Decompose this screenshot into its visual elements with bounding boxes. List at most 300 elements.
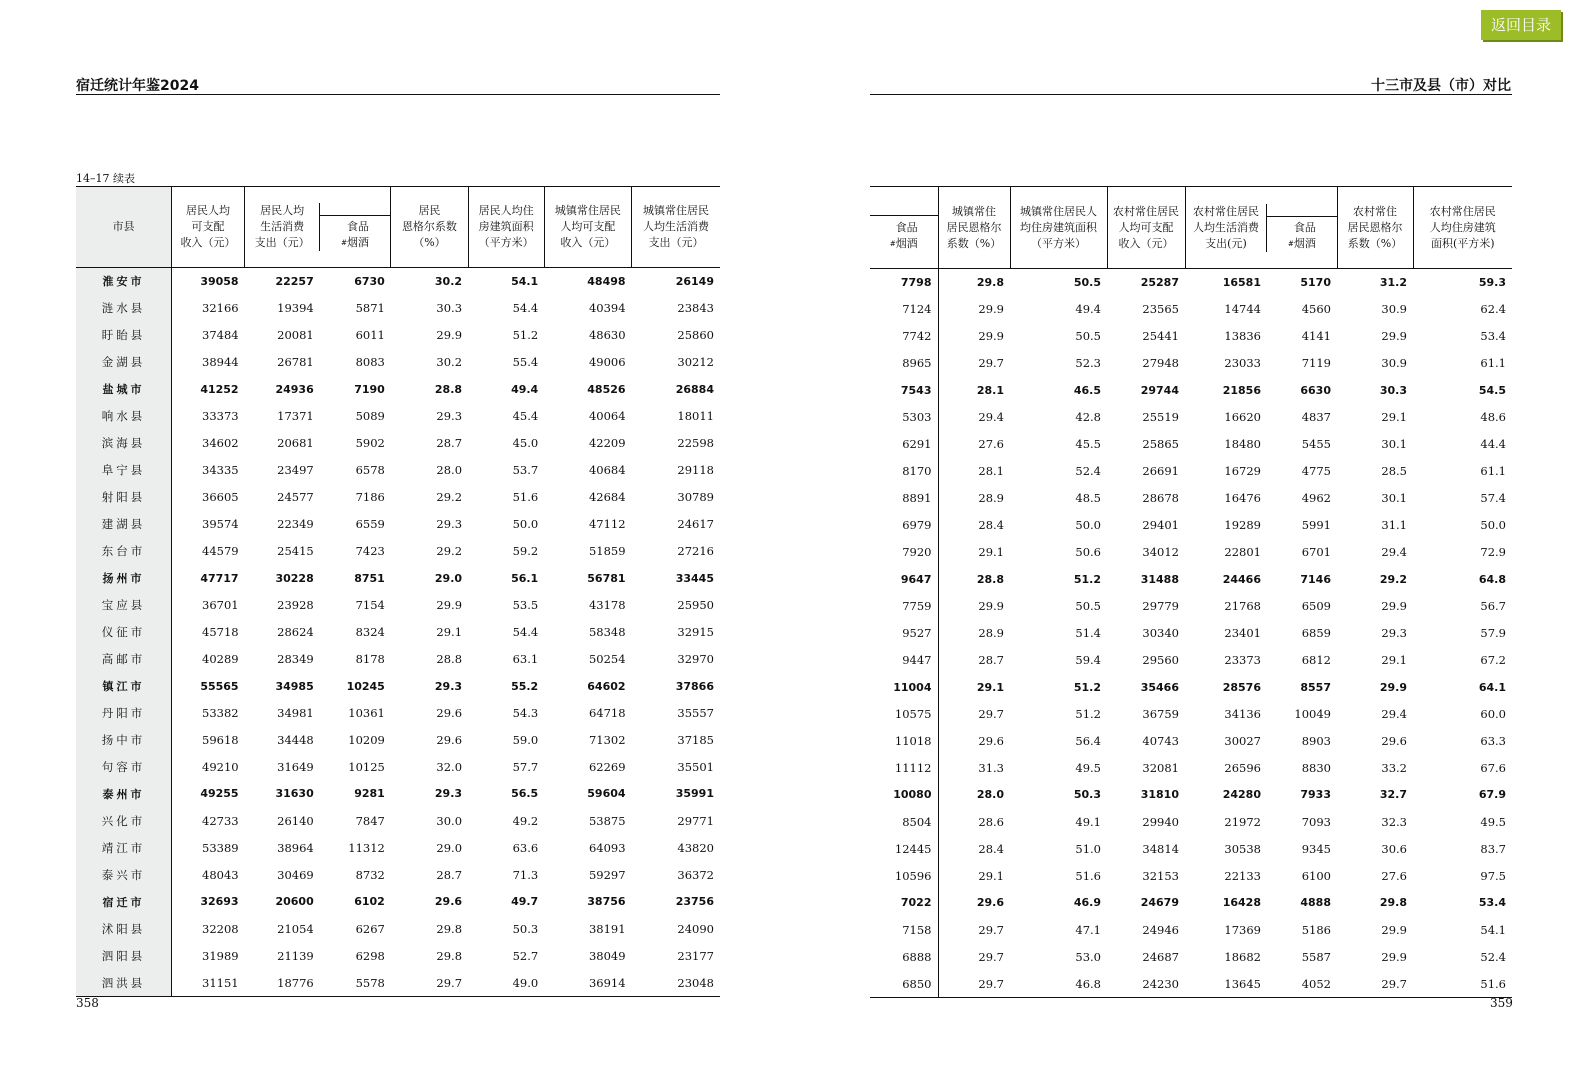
- table-cell: 63.6: [512, 840, 539, 855]
- table-row: [870, 647, 1512, 674]
- table-cell: 34448: [277, 732, 314, 747]
- table-cell: 29779: [1142, 599, 1179, 614]
- table-cell: 53.5: [512, 598, 539, 613]
- table-row: [76, 295, 720, 322]
- table-cell: 29.1: [1381, 410, 1407, 425]
- table-cell: 30.9: [1381, 302, 1407, 317]
- region-name: 建湖县: [76, 511, 171, 538]
- header-rural-consumption: [1185, 187, 1337, 269]
- table-row: [870, 431, 1512, 458]
- table-row: [76, 915, 720, 942]
- table-cell: 16581: [1222, 275, 1261, 289]
- table-cell: 32693: [200, 895, 239, 909]
- table-cell: 18776: [277, 975, 314, 990]
- yearbook-title: 宿迁统计年鉴2024: [76, 78, 199, 94]
- table-cell: 28.8: [436, 652, 463, 667]
- table-row: [76, 753, 720, 780]
- table-cell: 67.2: [1480, 653, 1506, 668]
- table-cell: 7798: [870, 269, 938, 296]
- table-cell: 29.7: [978, 976, 1004, 991]
- table-cell: 49.7: [511, 895, 539, 909]
- table-cell: 6888: [870, 943, 938, 970]
- table-cell: 49.0: [512, 975, 539, 990]
- table-cell: 32.3: [1381, 814, 1407, 829]
- table-cell: 7146: [1300, 572, 1331, 586]
- table-cell: 50.6: [1075, 545, 1101, 560]
- table-cell: 5303: [870, 404, 938, 431]
- table-cell: 51.2: [1073, 680, 1101, 694]
- table-cell: 49.5: [1480, 814, 1506, 829]
- region-name: 宝应县: [76, 592, 171, 619]
- table-cell: 8083: [355, 355, 385, 370]
- table-cell: 7119: [1301, 356, 1331, 371]
- table-cell: 6102: [354, 895, 385, 909]
- table-cell: 32153: [1142, 868, 1179, 883]
- header-urban-housing: 城镇常住居民人 均住房建筑面积 （平方米）: [1010, 187, 1107, 269]
- table-cell: 13836: [1224, 329, 1261, 344]
- table-cell: 8891: [870, 485, 938, 512]
- table-cell: 22133: [1224, 868, 1261, 883]
- table-cell: 55.2: [511, 679, 539, 693]
- table-cell: 14744: [1224, 302, 1261, 317]
- table-cell: 7093: [1301, 814, 1331, 829]
- table-cell: 52.7: [512, 948, 539, 963]
- table-cell: 50.5: [1073, 275, 1101, 289]
- table-cell: 21972: [1224, 814, 1261, 829]
- table-cell: 29.9: [978, 329, 1004, 344]
- table-cell: 28.7: [978, 653, 1004, 668]
- table-cell: 56.7: [1480, 599, 1506, 614]
- table-cell: 55565: [200, 679, 239, 693]
- table-cell: 24617: [677, 517, 714, 532]
- region-name: 盐城市: [76, 376, 171, 403]
- table-cell: 30.1: [1381, 437, 1407, 452]
- table-cell: 55.4: [512, 355, 539, 370]
- table-row: [76, 376, 720, 403]
- table-cell: 6291: [870, 431, 938, 458]
- table-cell: 16620: [1224, 410, 1261, 425]
- table-cell: 29.9: [1381, 922, 1407, 937]
- table-cell: 28.1: [978, 464, 1004, 479]
- table-cell: 10245: [346, 679, 385, 693]
- table-cell: 52.3: [1075, 356, 1101, 371]
- table-cell: 24230: [1142, 976, 1179, 991]
- header-food: 食品 烟酒: [347, 220, 370, 249]
- table-cell: 30340: [1142, 626, 1179, 641]
- table-cell: 8178: [355, 652, 385, 667]
- table-cell: 64602: [587, 679, 626, 693]
- table-cell: 33373: [202, 409, 239, 424]
- table-cell: 29.9: [1381, 329, 1407, 344]
- table-row: [870, 350, 1512, 377]
- table-cell: 31810: [1140, 788, 1179, 802]
- table-cell: 30469: [277, 867, 314, 882]
- table-cell: 29.6: [436, 705, 463, 720]
- table-cell: 28.9: [978, 626, 1004, 641]
- table-cell: 29.8: [976, 275, 1004, 289]
- table-row: [76, 780, 720, 807]
- table-cell: 4560: [1301, 302, 1331, 317]
- table-cell: 29.3: [434, 787, 463, 801]
- table-cell: 10049: [1294, 706, 1331, 721]
- table-row: [76, 484, 720, 511]
- region-name: 淮安市: [76, 268, 171, 295]
- table-cell: 12445: [870, 835, 938, 862]
- table-cell: 7022: [870, 889, 938, 916]
- table-cell: 26781: [277, 355, 314, 370]
- header-consumption-label: 居民人均 生活消费 支出（元）: [245, 203, 320, 251]
- table-cell: 63.3: [1480, 733, 1506, 748]
- table-cell: 54.1: [1480, 922, 1506, 937]
- table-cell: 29.9: [1381, 599, 1407, 614]
- table-cell: 62269: [588, 759, 626, 774]
- table-cell: 28.1: [976, 383, 1004, 397]
- table-cell: 46.5: [1073, 383, 1101, 397]
- table-cell: 48498: [587, 274, 626, 288]
- table-cell: 50.0: [1075, 518, 1101, 533]
- table-row: [870, 970, 1512, 997]
- table-row: [76, 646, 720, 673]
- table-cell: 30.3: [436, 301, 463, 316]
- table-cell: 44.4: [1480, 437, 1506, 452]
- table-cell: 34985: [275, 679, 314, 693]
- table-cell: 34012: [1142, 545, 1179, 560]
- table-cell: 20081: [277, 328, 314, 343]
- table-cell: 8965: [870, 350, 938, 377]
- table-cell: 6850: [870, 970, 938, 997]
- table-cell: 47717: [200, 571, 239, 585]
- table-cell: 46.8: [1075, 976, 1101, 991]
- table-cell: 7158: [870, 916, 938, 943]
- table-caption: 14–17 续表: [76, 172, 135, 185]
- header-urban-consumption: 城镇常住居民 人均生活消费 支出（元）: [632, 187, 720, 268]
- table-cell: 8751: [354, 571, 385, 585]
- table-cell: 35501: [677, 759, 714, 774]
- table-cell: 59618: [202, 732, 239, 747]
- table-cell: 8504: [870, 808, 938, 835]
- table-cell: 49.4: [511, 382, 539, 396]
- table-cell: 20681: [277, 436, 314, 451]
- header-rural-food: 食品 烟酒: [1293, 220, 1316, 250]
- table-cell: 35466: [1140, 680, 1179, 694]
- table-cell: 24466: [1222, 572, 1261, 586]
- table-cell: 28.9: [978, 491, 1004, 506]
- table-cell: 10361: [348, 705, 385, 720]
- table-cell: 30.9: [1381, 356, 1407, 371]
- table-cell: 57.4: [1480, 491, 1506, 506]
- table-cell: 17369: [1224, 922, 1261, 937]
- table-cell: 36372: [677, 867, 714, 882]
- table-cell: 32.0: [436, 759, 463, 774]
- region-name: 响水县: [76, 403, 171, 430]
- table-row: [76, 565, 720, 592]
- table-cell: 29.1: [978, 545, 1004, 560]
- region-name: 泰兴市: [76, 861, 171, 888]
- table-cell: 32970: [677, 652, 714, 667]
- table-cell: 16476: [1224, 491, 1261, 506]
- table-cell: 35557: [677, 705, 714, 720]
- table-cell: 29.1: [976, 680, 1004, 694]
- food-mark: #: [889, 240, 896, 248]
- table-cell: 4837: [1301, 410, 1331, 425]
- table-cell: 39058: [200, 274, 239, 288]
- table-row: [76, 834, 720, 861]
- table-cell: 64.8: [1478, 572, 1506, 586]
- table-cell: 47.1: [1075, 922, 1101, 937]
- table-cell: 10596: [870, 862, 938, 889]
- header-region: 市县: [76, 187, 171, 268]
- table-cell: 7543: [870, 377, 938, 404]
- table-row: [76, 268, 720, 295]
- region-name: 句容市: [76, 753, 171, 780]
- table-row: [870, 835, 1512, 862]
- table-cell: 59.3: [1478, 275, 1506, 289]
- table-cell: 26691: [1142, 464, 1179, 479]
- table-cell: 4141: [1301, 329, 1331, 344]
- table-cell: 25860: [677, 328, 714, 343]
- table-row: [870, 323, 1512, 350]
- table-cell: 29.6: [1381, 733, 1407, 748]
- table-cell: 38944: [202, 355, 239, 370]
- table-cell: 9345: [1301, 841, 1331, 856]
- left-data-table: [76, 186, 720, 997]
- table-cell: 24687: [1142, 949, 1179, 964]
- table-cell: 48.5: [1075, 491, 1101, 506]
- table-cell: 29744: [1140, 383, 1179, 397]
- table-row: [76, 430, 720, 457]
- header-rural-engel: 农村常住 居民恩格尔 系数（%）: [1337, 187, 1413, 269]
- table-cell: 64093: [588, 840, 626, 855]
- table-cell: 7847: [355, 813, 385, 828]
- header-engel: 居民 恩格尔系数 （%）: [391, 187, 468, 268]
- table-cell: 43820: [677, 840, 714, 855]
- table-row: [76, 673, 720, 700]
- header-rule-right: [870, 94, 1512, 95]
- table-cell: 59.2: [512, 544, 539, 559]
- table-cell: 31.1: [1381, 518, 1407, 533]
- table-cell: 6298: [355, 948, 385, 963]
- table-cell: 29560: [1142, 653, 1179, 668]
- table-cell: 50.5: [1075, 329, 1101, 344]
- table-cell: 57.9: [1480, 626, 1506, 641]
- table-cell: 53875: [588, 813, 626, 828]
- table-cell: 5991: [1301, 518, 1331, 533]
- table-cell: 50.0: [512, 517, 539, 532]
- table-cell: 26596: [1224, 760, 1261, 775]
- table-cell: 6100: [1301, 868, 1331, 883]
- table-cell: 29.7: [436, 975, 463, 990]
- table-cell: 21054: [277, 921, 314, 936]
- table-cell: 28576: [1222, 680, 1261, 694]
- table-cell: 34981: [277, 705, 314, 720]
- table-cell: 31649: [277, 759, 314, 774]
- table-cell: 29.7: [1381, 976, 1407, 991]
- table-cell: 97.5: [1480, 868, 1506, 883]
- table-cell: 10209: [348, 732, 385, 747]
- table-cell: 50.5: [1075, 599, 1101, 614]
- table-row: [76, 807, 720, 834]
- table-row: [870, 889, 1512, 916]
- table-cell: 30789: [677, 490, 714, 505]
- table-cell: 36914: [588, 975, 626, 990]
- region-name: 扬州市: [76, 565, 171, 592]
- table-cell: 50.0: [1480, 518, 1506, 533]
- table-cell: 26884: [675, 382, 714, 396]
- table-cell: 53.4: [1480, 329, 1506, 344]
- table-cell: 59.0: [512, 732, 539, 747]
- table-row: [76, 619, 720, 646]
- table-cell: 42684: [588, 490, 626, 505]
- table-cell: 51.6: [1480, 976, 1506, 991]
- table-cell: 34335: [202, 463, 239, 478]
- table-cell: 29.3: [434, 679, 463, 693]
- table-cell: 25519: [1142, 410, 1179, 425]
- table-cell: 48043: [202, 867, 239, 882]
- table-cell: 18682: [1224, 949, 1261, 964]
- table-row: [870, 377, 1512, 404]
- back-to-contents-button[interactable]: 返回目录: [1481, 10, 1561, 40]
- table-cell: 10575: [870, 701, 938, 728]
- table-cell: 31.2: [1379, 275, 1407, 289]
- table-cell: 49.2: [512, 813, 539, 828]
- header-urban-disposable: 城镇常住居民 人均可支配 收入（元）: [544, 187, 631, 268]
- table-row: [76, 726, 720, 753]
- header-disposable-income: 居民人均 可支配 收入（元）: [171, 187, 244, 268]
- table-cell: 16428: [1222, 896, 1261, 910]
- table-cell: 29771: [677, 813, 714, 828]
- table-cell: 38756: [587, 895, 626, 909]
- table-cell: 49.4: [1075, 302, 1101, 317]
- table-cell: 18011: [677, 409, 714, 424]
- table-cell: 29.9: [436, 598, 463, 613]
- table-cell: 29.1: [978, 868, 1004, 883]
- table-row: [76, 592, 720, 619]
- table-row: [870, 754, 1512, 781]
- table-cell: 11312: [348, 840, 385, 855]
- table-cell: 24679: [1140, 896, 1179, 910]
- table-cell: 51.2: [512, 328, 539, 343]
- table-cell: 30.3: [1379, 383, 1407, 397]
- table-cell: 31989: [202, 948, 239, 963]
- table-cell: 26149: [675, 274, 714, 288]
- table-cell: 32081: [1142, 760, 1179, 775]
- table-cell: 53.7: [512, 463, 539, 478]
- region-name: 泗洪县: [76, 969, 171, 996]
- table-cell: 4888: [1300, 896, 1331, 910]
- table-cell: 40064: [588, 409, 626, 424]
- table-cell: 64.1: [1478, 680, 1506, 694]
- table-row: [870, 620, 1512, 647]
- table-cell: 37484: [202, 328, 239, 343]
- table-cell: 10080: [870, 781, 938, 808]
- table-cell: 29.7: [978, 706, 1004, 721]
- table-row: [870, 674, 1512, 701]
- table-cell: 42733: [202, 813, 239, 828]
- table-cell: 29.9: [436, 328, 463, 343]
- table-cell: 23177: [677, 948, 714, 963]
- region-name: 扬中市: [76, 726, 171, 753]
- table-cell: 6509: [1301, 599, 1331, 614]
- table-cell: 28.0: [976, 788, 1004, 802]
- table-row: [76, 457, 720, 484]
- table-cell: 53389: [202, 840, 239, 855]
- table-row: [870, 781, 1512, 808]
- table-cell: 40394: [588, 301, 626, 316]
- table-cell: 29.1: [1381, 653, 1407, 668]
- table-cell: 28.4: [978, 841, 1004, 856]
- table-row: [76, 700, 720, 727]
- table-cell: 30.2: [434, 274, 463, 288]
- table-cell: 18480: [1224, 437, 1261, 452]
- table-cell: 33.2: [1381, 760, 1407, 775]
- table-cell: 45718: [202, 625, 239, 640]
- table-cell: 19394: [277, 301, 314, 316]
- table-cell: 28.7: [436, 867, 463, 882]
- table-cell: 32915: [677, 625, 714, 640]
- table-cell: 7423: [355, 544, 385, 559]
- table-cell: 43178: [588, 598, 626, 613]
- table-cell: 24946: [1142, 922, 1179, 937]
- table-cell: 30.0: [436, 813, 463, 828]
- table-cell: 31151: [202, 975, 239, 990]
- table-cell: 29.9: [1381, 949, 1407, 964]
- table-cell: 45.5: [1075, 437, 1101, 452]
- table-cell: 49006: [588, 355, 626, 370]
- table-cell: 48.6: [1480, 410, 1506, 425]
- table-cell: 40289: [202, 652, 239, 667]
- table-cell: 38964: [277, 840, 314, 855]
- table-cell: 29.4: [978, 410, 1004, 425]
- region-name: 兴化市: [76, 807, 171, 834]
- table-cell: 67.9: [1478, 788, 1506, 802]
- table-cell: 29.6: [436, 732, 463, 747]
- table-cell: 31488: [1140, 572, 1179, 586]
- table-cell: 23373: [1224, 653, 1261, 668]
- table-cell: 7190: [354, 382, 385, 396]
- table-cell: 23843: [677, 301, 714, 316]
- table-cell: 54.5: [1478, 383, 1506, 397]
- table-cell: 5902: [355, 436, 385, 451]
- table-cell: 37185: [677, 732, 714, 747]
- table-cell: 30538: [1224, 841, 1261, 856]
- table-cell: 24280: [1222, 788, 1261, 802]
- region-name: 射阳县: [76, 484, 171, 511]
- region-name: 高邮市: [76, 646, 171, 673]
- table-cell: 24936: [275, 382, 314, 396]
- table-cell: 50.3: [512, 921, 539, 936]
- header-rural-consumption-label: 农村常住居民 人均生活消费 支出(元): [1186, 204, 1268, 252]
- table-cell: 6730: [354, 274, 385, 288]
- table-cell: 8170: [870, 458, 938, 485]
- table-cell: 28.8: [434, 382, 463, 396]
- rural-food-mark: #: [1288, 239, 1294, 248]
- table-cell: 83.7: [1480, 841, 1506, 856]
- region-name: 阜宁县: [76, 457, 171, 484]
- table-row: [870, 593, 1512, 620]
- table-cell: 9447: [870, 647, 938, 674]
- table-cell: 11004: [870, 674, 938, 701]
- table-cell: 22801: [1224, 545, 1261, 560]
- table-cell: 16729: [1224, 464, 1261, 479]
- table-cell: 34602: [202, 436, 239, 451]
- table-cell: 30228: [275, 571, 314, 585]
- table-cell: 29.7: [978, 949, 1004, 964]
- table-cell: 29.3: [436, 517, 463, 532]
- table-cell: 5170: [1300, 275, 1331, 289]
- table-cell: 8324: [355, 625, 385, 640]
- table-cell: 36701: [202, 598, 239, 613]
- table-cell: 6812: [1301, 653, 1331, 668]
